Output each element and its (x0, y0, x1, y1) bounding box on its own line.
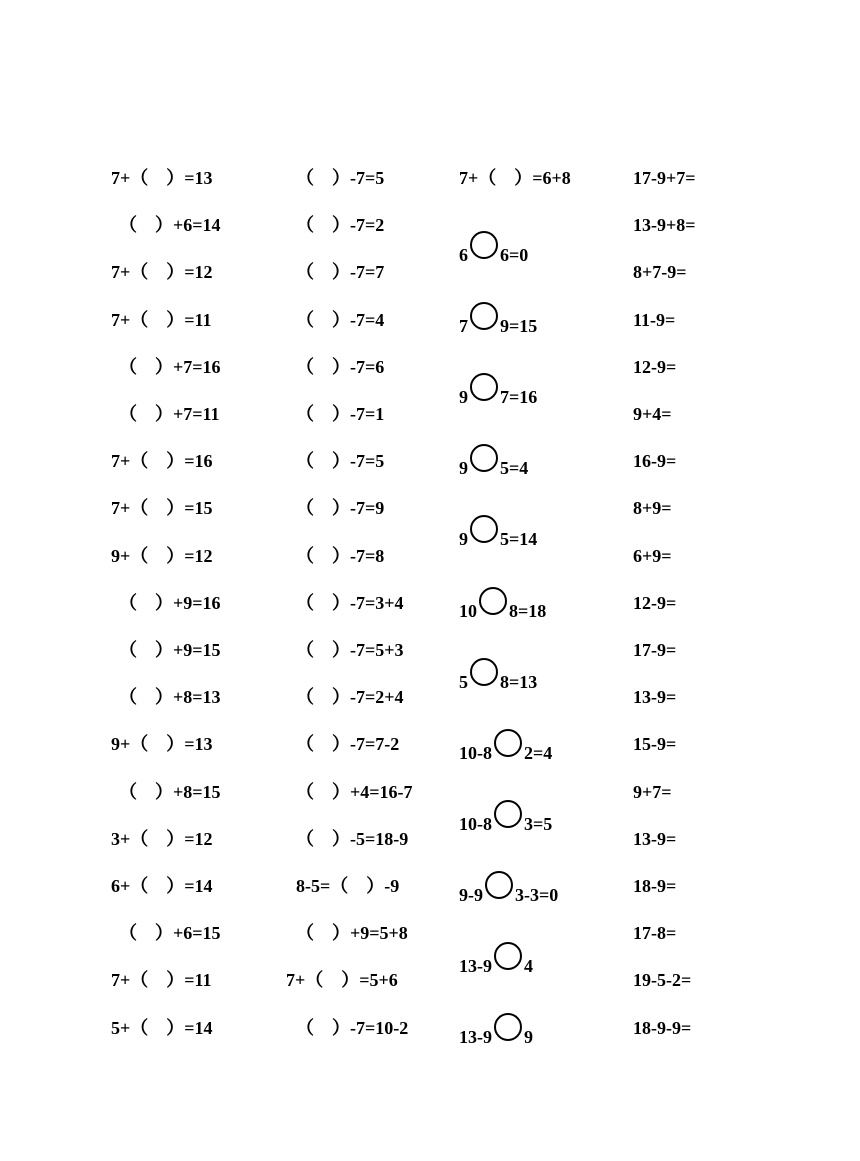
problem-col1-12: （ ）+8=13 (119, 687, 221, 708)
compare-left: 10-8 (459, 813, 492, 834)
answer-circle-icon[interactable] (494, 729, 522, 757)
problem-compare-9 (459, 800, 552, 835)
problem-col1-8: 7+（ ）=15 (111, 498, 213, 519)
problem-col1-2: （ ）+6=14 (119, 215, 221, 236)
problem-compare-2 (459, 302, 537, 337)
compare-left: 10-8 (459, 742, 492, 763)
problem-col1-19: 5+（ ）=14 (111, 1017, 213, 1038)
answer-circle-icon[interactable] (470, 658, 498, 686)
problem-col4-4: 11-9= (633, 309, 676, 330)
compare-right: 3-3=0 (515, 884, 559, 905)
problem-col2-13: （ ）-7=7-2 (296, 734, 400, 755)
problem-col4-18: 19-5-2= (633, 970, 692, 991)
problem-col2-5: （ ）-7=6 (296, 356, 385, 377)
problem-col2-10: （ ）-7=3+4 (296, 592, 404, 613)
problem-compare-7 (459, 658, 537, 693)
answer-circle-icon[interactable] (494, 942, 522, 970)
compare-right: 9 (524, 1027, 533, 1048)
problem-col2-18: 7+（ ）=5+6 (286, 970, 398, 991)
problem-col2-8: （ ）-7=9 (296, 498, 385, 519)
problem-col2-14: （ ）+4=16-7 (296, 781, 413, 802)
compare-left: 9 (459, 529, 468, 550)
compare-right: 8=18 (509, 600, 547, 621)
problem-col2-6: （ ）-7=1 (296, 404, 385, 424)
problem-compare-8 (459, 729, 552, 764)
problem-col4-12: 13-9= (633, 687, 677, 708)
problem-col1-13: 9+（ ）=13 (111, 734, 213, 755)
problem-col4-6: 9+4= (633, 404, 672, 424)
answer-circle-icon[interactable] (470, 231, 498, 259)
problem-col1-17: （ ）+6=15 (119, 923, 221, 944)
compare-right: 8=13 (500, 671, 538, 692)
problem-col2-1: （ ）-7=5 (296, 168, 385, 188)
problem-compare-6 (459, 587, 546, 622)
problem-col2-3: （ ）-7=7 (296, 262, 385, 283)
compare-left: 6 (459, 245, 468, 265)
compare-left: 9 (459, 458, 468, 479)
compare-left: 5 (459, 671, 468, 692)
answer-circle-icon[interactable] (470, 302, 498, 330)
compare-right: 5=14 (500, 529, 538, 550)
problem-compare-4 (459, 444, 528, 479)
problem-col2-12: （ ）-7=2+4 (296, 687, 404, 708)
answer-circle-icon[interactable] (479, 587, 507, 615)
problem-col4-7: 16-9= (633, 451, 677, 472)
problem-col4-9: 6+9= (633, 545, 672, 566)
problem-col2-16: 8-5=（ ）-9 (296, 876, 400, 896)
problem-col1-18: 7+（ ）=11 (111, 970, 212, 991)
compare-right: 5=4 (500, 458, 529, 479)
problem-col4-19: 18-9-9= (633, 1017, 692, 1038)
problem-compare-11 (459, 942, 533, 977)
problem-compare-1 (459, 231, 528, 266)
problem-col1-16: 6+（ ）=14 (111, 876, 213, 896)
problem-col1-5: （ ）+7=16 (119, 356, 221, 377)
problem-col4-13: 15-9= (633, 734, 677, 755)
problem-col1-4: 7+（ ）=11 (111, 309, 212, 330)
problem-col4-1: 17-9+7= (633, 168, 696, 188)
problem-col2-15: （ ）-5=18-9 (296, 828, 409, 849)
problem-col4-16: 18-9= (633, 876, 677, 896)
answer-circle-icon[interactable] (494, 1013, 522, 1041)
compare-right: 6=0 (500, 245, 529, 265)
problem-col1-7: 7+（ ）=16 (111, 451, 213, 472)
answer-circle-icon[interactable] (470, 515, 498, 543)
compare-left: 9 (459, 387, 468, 408)
problem-col1-9: 9+（ ）=12 (111, 545, 213, 566)
compare-right: 7=16 (500, 387, 538, 408)
compare-right: 4 (524, 956, 533, 976)
answer-circle-icon[interactable] (470, 373, 498, 401)
compare-left: 13-9 (459, 956, 492, 976)
compare-right: 3=5 (524, 813, 553, 834)
answer-circle-icon[interactable] (494, 800, 522, 828)
compare-left: 10 (459, 600, 477, 621)
problem-col1-11: （ ）+9=15 (119, 640, 221, 660)
problem-col2-9: （ ）-7=8 (296, 545, 385, 566)
answer-circle-icon[interactable] (470, 444, 498, 472)
problem-col4-10: 12-9= (633, 592, 677, 613)
problem-col2-19: （ ）-7=10-2 (296, 1017, 409, 1038)
problem-col2-4: （ ）-7=4 (296, 309, 385, 330)
compare-left: 7 (459, 316, 468, 337)
problem-col4-11: 17-9= (633, 640, 677, 660)
problem-compare-12 (459, 1013, 533, 1048)
compare-left: 9-9 (459, 884, 483, 905)
problem-col1-14: （ ）+8=15 (119, 781, 221, 802)
problem-col4-17: 17-8= (633, 923, 677, 944)
compare-right: 9=15 (500, 316, 538, 337)
problem-compare-5 (459, 515, 537, 550)
compare-right: 2=4 (524, 742, 553, 763)
problem-col1-3: 7+（ ）=12 (111, 262, 213, 283)
problem-col4-5: 12-9= (633, 356, 677, 377)
problem-col3-top: 7+（ ）=6+8 (459, 168, 571, 188)
problem-col2-2: （ ）-7=2 (296, 215, 385, 236)
problem-col4-8: 8+9= (633, 498, 672, 519)
problem-col1-10: （ ）+9=16 (119, 592, 221, 613)
problem-col4-14: 9+7= (633, 781, 672, 802)
problem-compare-10 (459, 871, 558, 906)
problem-col1-15: 3+（ ）=12 (111, 828, 213, 849)
problem-col1-1: 7+（ ）=13 (111, 168, 213, 188)
answer-circle-icon[interactable] (485, 871, 513, 899)
compare-left: 13-9 (459, 1027, 492, 1048)
problem-col2-17: （ ）+9=5+8 (296, 923, 408, 944)
problem-col4-15: 13-9= (633, 828, 677, 849)
problem-col4-2: 13-9+8= (633, 215, 696, 236)
problem-compare-3 (459, 373, 537, 408)
problem-col4-3: 8+7-9= (633, 262, 687, 283)
problem-col2-11: （ ）-7=5+3 (296, 640, 404, 660)
problem-col1-6: （ ）+7=11 (119, 404, 220, 424)
problem-col2-7: （ ）-7=5 (296, 451, 385, 472)
